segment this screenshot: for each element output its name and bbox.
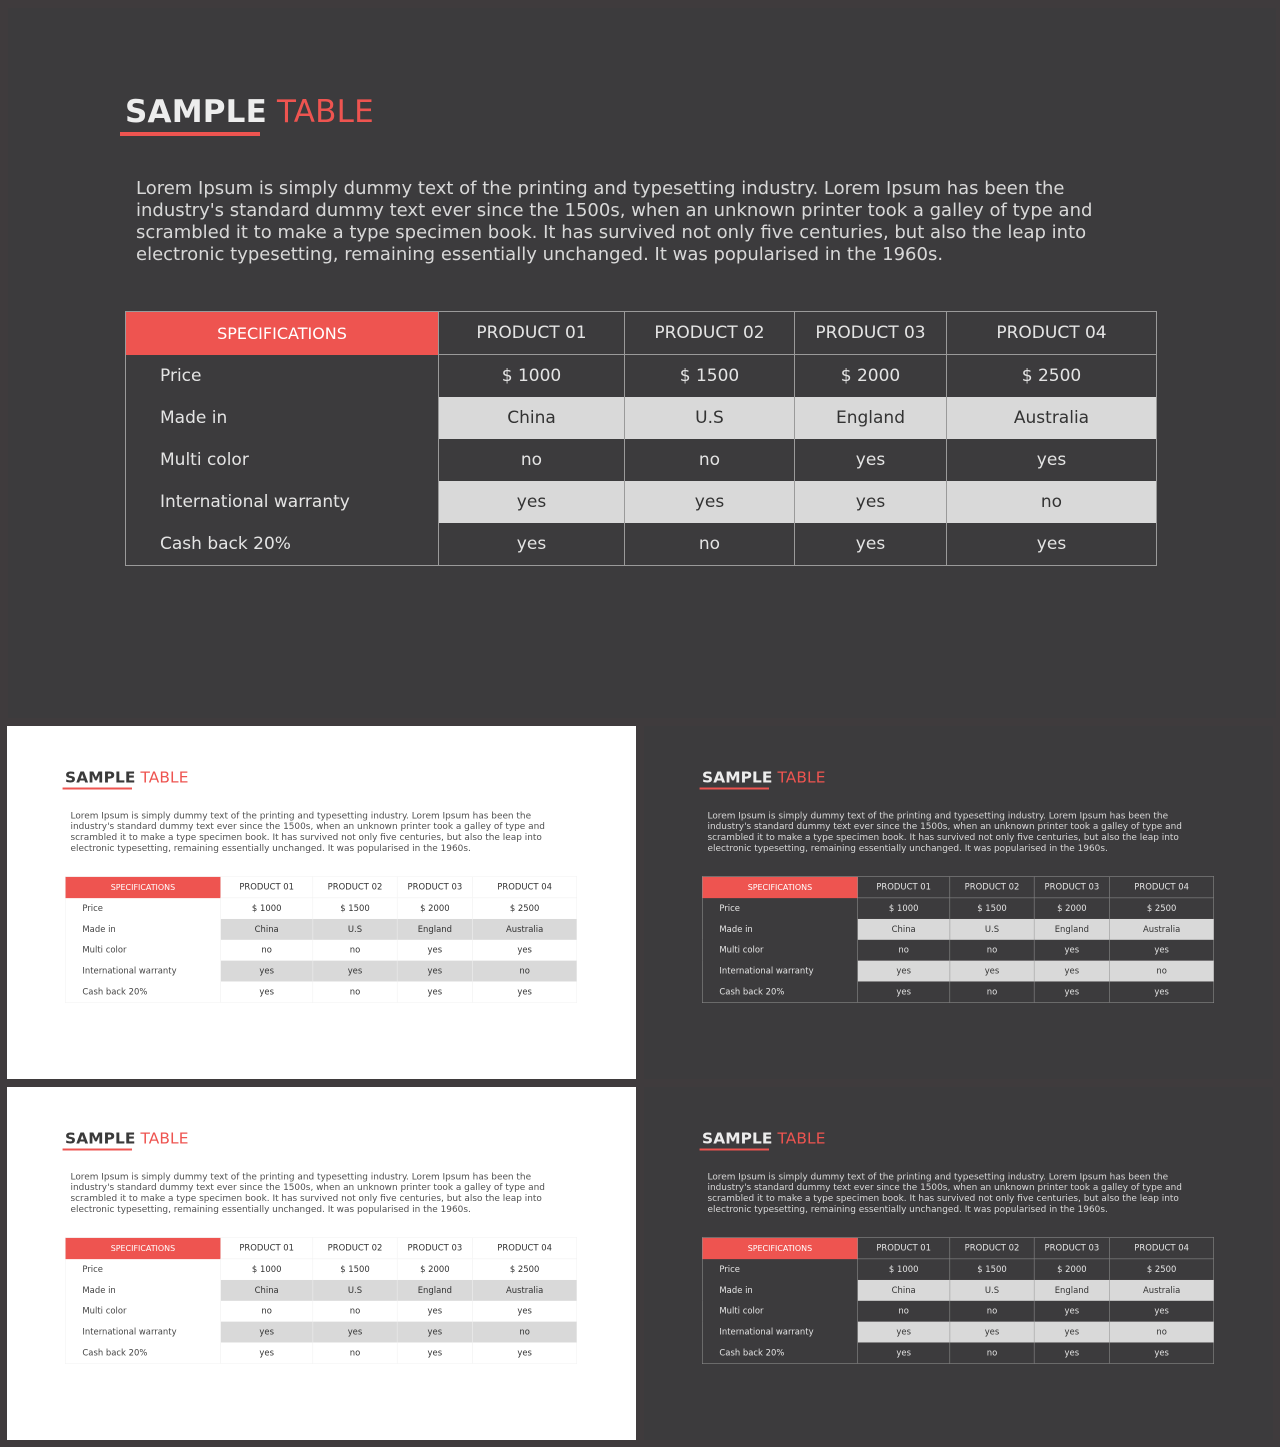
table-cell: China: [858, 919, 950, 940]
row-label: Multi color: [82, 945, 127, 956]
table-cell: no: [625, 523, 795, 566]
row-label: Multi color: [160, 450, 249, 470]
slide-description: Lorem Ipsum is simply dummy text of the printing and typesetting industry. Lorem Ipsum has been the industry's standard dummy text ever since the 1500s, when an unknown printer took a galley of type and scrambled it to make a type specimen book. It has survived not only five centuries, but also the leap into electronic typesetting, remaining essentially unchanged. It was popularised in the 1960s.: [707, 810, 1182, 854]
table-cell: yes: [397, 981, 472, 1002]
specifications-header: SPECIFICATIONS: [126, 312, 439, 355]
row-label: Price: [719, 903, 740, 914]
table-cell: no: [313, 940, 397, 961]
slide-content: [644, 1087, 1273, 1439]
slide-title: [65, 1130, 188, 1148]
table-cell: $ 2000: [397, 898, 472, 919]
table-cell: yes: [473, 981, 577, 1002]
title-word-table: TABLE: [140, 1129, 189, 1148]
table-cell: $ 2500: [1110, 898, 1214, 919]
table-cell: $ 1000: [439, 355, 625, 398]
spec-table: [65, 1237, 577, 1363]
table-cell: no: [473, 1322, 577, 1343]
table-cell: yes: [1034, 1301, 1109, 1322]
product-header: PRODUCT 04: [947, 312, 1157, 355]
table-cell: $ 2500: [1110, 1259, 1214, 1280]
product-header: PRODUCT 02: [313, 1238, 397, 1259]
specifications-header: SPECIFICATIONS: [65, 1238, 220, 1259]
row-label: International warranty: [719, 966, 814, 977]
title-underline: [700, 788, 769, 790]
table-cell: no: [313, 981, 397, 1002]
table-cell: yes: [473, 940, 577, 961]
table-header-row: [702, 877, 1213, 898]
title-underline: [700, 1149, 769, 1151]
title-word-table: TABLE: [777, 768, 826, 787]
table-cell: yes: [221, 981, 313, 1002]
table-header-row: [126, 312, 1157, 355]
table-row: [702, 1259, 1213, 1280]
product-header: PRODUCT 01: [439, 312, 625, 355]
table-cell: yes: [439, 523, 625, 566]
product-header: PRODUCT 01: [221, 877, 313, 898]
row-label: Multi color: [82, 1306, 127, 1317]
table-row: [126, 439, 1157, 481]
row-label: Made in: [719, 1285, 753, 1296]
spec-table: [125, 311, 1157, 566]
table-cell: yes: [858, 961, 950, 982]
table-cell: yes: [1034, 940, 1109, 961]
table-row: [126, 523, 1157, 566]
table-cell: no: [947, 481, 1157, 523]
table-header-row: [65, 877, 576, 898]
title-underline: [120, 132, 260, 136]
table-cell: yes: [795, 439, 947, 481]
table-cell: $ 1000: [221, 898, 313, 919]
table-cell: $ 2500: [947, 355, 1157, 398]
table-cell: yes: [1110, 1342, 1214, 1363]
slide-title: [702, 1130, 825, 1148]
product-header: PRODUCT 01: [858, 1238, 950, 1259]
table-cell: no: [221, 940, 313, 961]
table-cell: $ 2000: [795, 355, 947, 398]
table-row: [702, 919, 1213, 940]
product-header: PRODUCT 02: [313, 877, 397, 898]
table-cell: yes: [221, 1342, 313, 1363]
table-cell: no: [313, 1301, 397, 1322]
table-row: [702, 1342, 1213, 1363]
row-label: Multi color: [719, 1306, 764, 1317]
table-cell: England: [397, 1280, 472, 1301]
table-cell: yes: [950, 1322, 1034, 1343]
table-cell: yes: [858, 1342, 950, 1363]
table-cell: Australia: [1110, 1280, 1214, 1301]
row-label: Cash back 20%: [719, 986, 785, 997]
table-row: [702, 981, 1213, 1002]
slide-thumb-2[interactable]: [644, 726, 1273, 1079]
table-cell: no: [439, 439, 625, 481]
table-cell: China: [858, 1280, 950, 1301]
table-cell: U.S: [950, 919, 1034, 940]
row-label: International warranty: [160, 492, 350, 512]
table-cell: yes: [1110, 940, 1214, 961]
table-cell: Australia: [1110, 919, 1214, 940]
table-cell: U.S: [313, 919, 397, 940]
slide-description: Lorem Ipsum is simply dummy text of the printing and typesetting industry. Lorem Ipsum has been the industry's standard dummy text ever since the 1500s, when an unknown printer took a galley of type and scrambled it to make a type specimen book. It has survived not only five centuries, but also the leap into electronic typesetting, remaining essentially unchanged. It was popularised in the 1960s.: [707, 1171, 1182, 1215]
table-cell: England: [1034, 1280, 1109, 1301]
title-word-sample: SAMPLE: [702, 1129, 773, 1148]
row-label: Cash back 20%: [719, 1347, 785, 1358]
table-cell: yes: [397, 961, 472, 982]
row-label: Cash back 20%: [82, 1347, 148, 1358]
table-row: [702, 961, 1213, 982]
table-cell: $ 1000: [221, 1259, 313, 1280]
table-cell: yes: [858, 1322, 950, 1343]
row-label: Made in: [160, 408, 228, 428]
slide-content: [644, 726, 1273, 1078]
table-cell: yes: [397, 1301, 472, 1322]
table-cell: yes: [473, 1342, 577, 1363]
slide-thumb-4[interactable]: [644, 1087, 1273, 1440]
slide-content: [7, 1087, 636, 1439]
specifications-header: SPECIFICATIONS: [65, 877, 220, 898]
product-header: PRODUCT 04: [473, 877, 577, 898]
slide-content: [7, 726, 636, 1078]
table-cell: yes: [1110, 981, 1214, 1002]
product-header: PRODUCT 03: [795, 312, 947, 355]
table-cell: $ 2000: [397, 1259, 472, 1280]
table-cell: no: [950, 981, 1034, 1002]
table-cell: yes: [397, 1322, 472, 1343]
table-cell: no: [1110, 1322, 1214, 1343]
spec-table: [702, 876, 1214, 1002]
product-header: PRODUCT 01: [221, 1238, 313, 1259]
specifications-header: SPECIFICATIONS: [702, 877, 857, 898]
table-cell: yes: [397, 1342, 472, 1363]
table-row: [65, 1280, 576, 1301]
row-label: Price: [719, 1264, 740, 1275]
table-row: [65, 1259, 576, 1280]
table-cell: no: [858, 940, 950, 961]
row-label: International warranty: [719, 1327, 814, 1338]
table-cell: yes: [473, 1301, 577, 1322]
table-header-row: [65, 1238, 576, 1259]
table-row: [65, 981, 576, 1002]
table-cell: $ 1500: [625, 355, 795, 398]
table-header-row: [702, 1238, 1213, 1259]
product-header: PRODUCT 03: [397, 1238, 472, 1259]
table-cell: no: [1110, 961, 1214, 982]
table-cell: $ 2500: [473, 898, 577, 919]
table-row: [65, 1322, 576, 1343]
table-cell: yes: [439, 481, 625, 523]
table-row: [65, 940, 576, 961]
table-cell: no: [858, 1301, 950, 1322]
table-cell: yes: [1034, 961, 1109, 982]
table-row: [126, 355, 1157, 398]
table-cell: yes: [1034, 1322, 1109, 1343]
slide-thumb-1[interactable]: [7, 726, 636, 1079]
product-header: PRODUCT 01: [858, 877, 950, 898]
product-header: PRODUCT 04: [1110, 877, 1214, 898]
product-header: PRODUCT 02: [950, 877, 1034, 898]
row-label: International warranty: [82, 1327, 177, 1338]
title-underline: [63, 788, 132, 790]
table-cell: England: [795, 397, 947, 439]
title-word-table: TABLE: [777, 1129, 826, 1148]
spec-table: [65, 876, 577, 1002]
product-header: PRODUCT 04: [1110, 1238, 1214, 1259]
title-word-sample: SAMPLE: [125, 94, 268, 130]
table-cell: yes: [947, 439, 1157, 481]
table-cell: U.S: [950, 1280, 1034, 1301]
table-row: [702, 940, 1213, 961]
table-row: [702, 1301, 1213, 1322]
table-row: [65, 961, 576, 982]
slide-description: Lorem Ipsum is simply dummy text of the printing and typesetting industry. Lorem Ipsum has been the industry's standard dummy text ever since the 1500s, when an unknown printer took a galley of type and scrambled it to make a type specimen book. It has survived not only five centuries, but also the leap into electronic typesetting, remaining essentially unchanged. It was popularised in the 1960s.: [136, 178, 1093, 265]
table-cell: yes: [1110, 1301, 1214, 1322]
table-cell: no: [950, 1342, 1034, 1363]
table-cell: yes: [397, 940, 472, 961]
row-label: Cash back 20%: [82, 986, 148, 997]
title-word-sample: SAMPLE: [65, 768, 136, 787]
product-header: PRODUCT 03: [1034, 877, 1109, 898]
table-cell: $ 2000: [1034, 898, 1109, 919]
row-label: Made in: [82, 1285, 116, 1296]
table-cell: $ 1000: [858, 898, 950, 919]
table-cell: yes: [947, 523, 1157, 566]
table-cell: no: [625, 439, 795, 481]
table-row: [65, 919, 576, 940]
table-row: [65, 1301, 576, 1322]
table-cell: U.S: [313, 1280, 397, 1301]
slide-title: [65, 769, 188, 787]
table-cell: England: [397, 919, 472, 940]
spec-table: [702, 1237, 1214, 1363]
table-cell: $ 2500: [473, 1259, 577, 1280]
table-row: [702, 898, 1213, 919]
table-cell: yes: [950, 961, 1034, 982]
table-cell: no: [950, 940, 1034, 961]
table-cell: Australia: [473, 1280, 577, 1301]
table-cell: China: [221, 1280, 313, 1301]
table-cell: yes: [1034, 981, 1109, 1002]
table-cell: China: [439, 397, 625, 439]
slide-description: Lorem Ipsum is simply dummy text of the printing and typesetting industry. Lorem Ipsum has been the industry's standard dummy text ever since the 1500s, when an unknown printer took a galley of type and scrambled it to make a type specimen book. It has survived not only five centuries, but also the leap into electronic typesetting, remaining essentially unchanged. It was popularised in the 1960s.: [70, 1171, 545, 1215]
table-cell: yes: [858, 981, 950, 1002]
table-cell: yes: [795, 481, 947, 523]
title-word-table: TABLE: [140, 768, 189, 787]
table-cell: yes: [221, 961, 313, 982]
title-underline: [63, 1149, 132, 1151]
row-label: Price: [160, 365, 202, 386]
slide-title: [702, 769, 825, 787]
specifications-header: SPECIFICATIONS: [702, 1238, 857, 1259]
table-cell: China: [221, 919, 313, 940]
title-word-table: TABLE: [277, 94, 374, 130]
row-label: Cash back 20%: [160, 534, 291, 554]
table-row: [702, 1280, 1213, 1301]
slide-main[interactable]: [8, 8, 1276, 718]
table-cell: yes: [313, 1322, 397, 1343]
table-cell: $ 1500: [313, 1259, 397, 1280]
row-label: Made in: [82, 924, 116, 935]
table-cell: Australia: [473, 919, 577, 940]
row-label: Multi color: [719, 945, 764, 956]
table-cell: no: [950, 1301, 1034, 1322]
table-cell: $ 1500: [950, 1259, 1034, 1280]
table-cell: $ 1000: [858, 1259, 950, 1280]
product-header: PRODUCT 03: [397, 877, 472, 898]
table-cell: yes: [625, 481, 795, 523]
table-cell: yes: [795, 523, 947, 566]
slide-content: [8, 8, 1276, 718]
table-cell: no: [313, 1342, 397, 1363]
slide-thumb-3[interactable]: [7, 1087, 636, 1440]
title-word-sample: SAMPLE: [65, 1129, 136, 1148]
slide-title: [125, 94, 374, 130]
table-cell: no: [473, 961, 577, 982]
row-label: Price: [82, 1264, 103, 1275]
table-row: [126, 481, 1157, 523]
table-row: [126, 397, 1157, 439]
product-header: PRODUCT 02: [950, 1238, 1034, 1259]
table-cell: yes: [221, 1322, 313, 1343]
table-cell: England: [1034, 919, 1109, 940]
table-cell: U.S: [625, 397, 795, 439]
table-row: [65, 1342, 576, 1363]
table-row: [65, 898, 576, 919]
product-header: PRODUCT 02: [625, 312, 795, 355]
row-label: Made in: [719, 924, 753, 935]
table-cell: $ 1500: [313, 898, 397, 919]
slide-description: Lorem Ipsum is simply dummy text of the printing and typesetting industry. Lorem Ipsum has been the industry's standard dummy text ever since the 1500s, when an unknown printer took a galley of type and scrambled it to make a type specimen book. It has survived not only five centuries, but also the leap into electronic typesetting, remaining essentially unchanged. It was popularised in the 1960s.: [70, 810, 545, 854]
row-label: International warranty: [82, 966, 177, 977]
product-header: PRODUCT 03: [1034, 1238, 1109, 1259]
row-label: Price: [82, 903, 103, 914]
table-cell: yes: [1034, 1342, 1109, 1363]
table-cell: no: [221, 1301, 313, 1322]
product-header: PRODUCT 04: [473, 1238, 577, 1259]
table-cell: Australia: [947, 397, 1157, 439]
table-cell: $ 1500: [950, 898, 1034, 919]
table-cell: $ 2000: [1034, 1259, 1109, 1280]
table-cell: yes: [313, 961, 397, 982]
title-word-sample: SAMPLE: [702, 768, 773, 787]
table-row: [702, 1322, 1213, 1343]
